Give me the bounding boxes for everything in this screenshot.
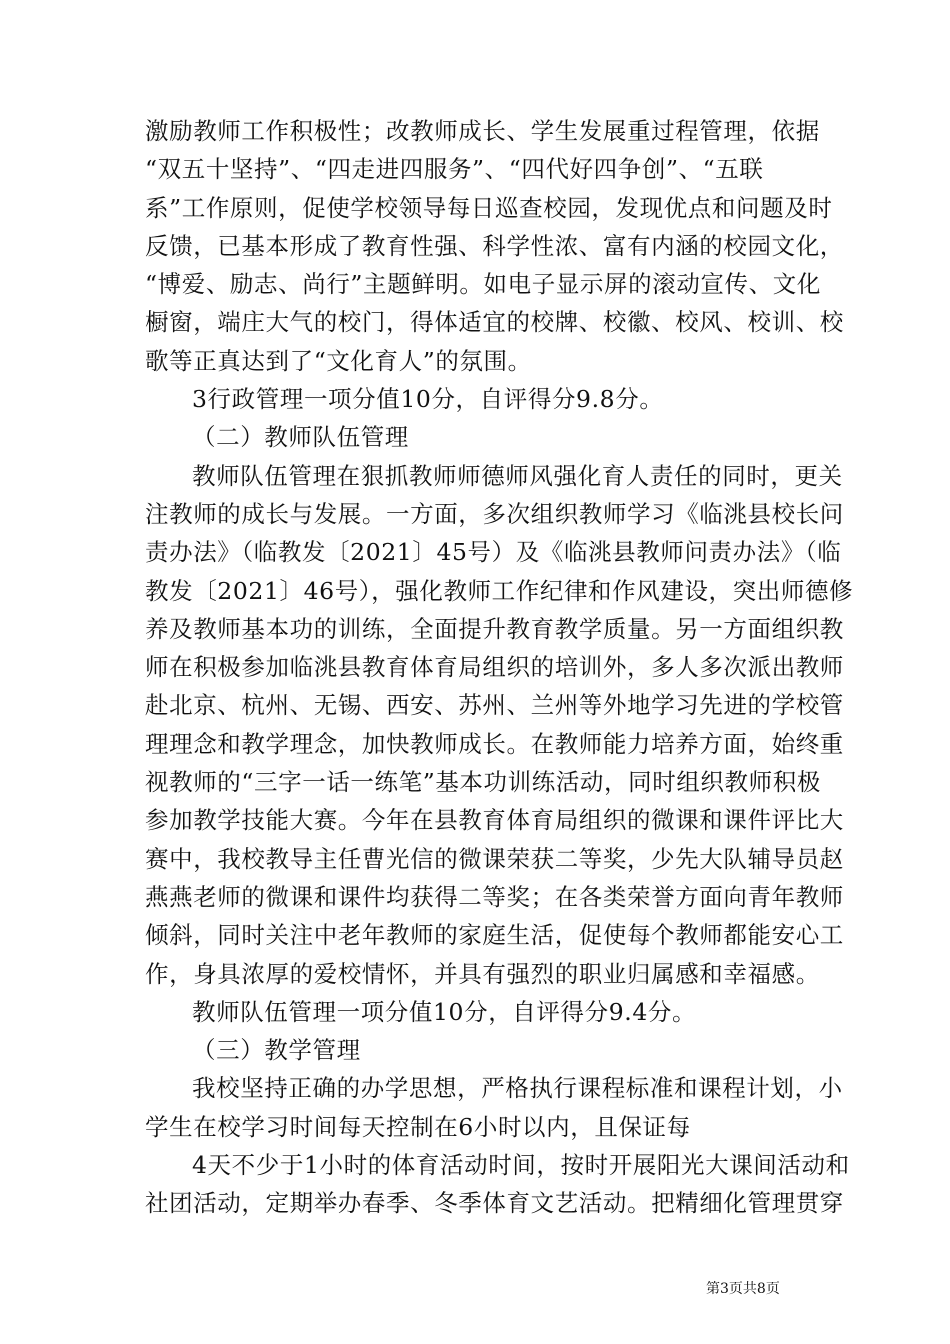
score-line: 教师队伍管理一项分值10分，自评得分9.4分。: [192, 997, 697, 1026]
text-line: 师在积极参加临洮县教育体育局组织的培训外，多人多次派出教师: [145, 653, 844, 682]
text-line: 学生在校学习时间每天控制在6小时以内，且保证每: [145, 1112, 691, 1141]
score-line: 3行政管理一项分值10分，自评得分9.8分。: [192, 385, 664, 414]
text-line: 燕燕老师的微课和课件均获得二等奖；在各类荣誉方面向青年教师: [145, 882, 844, 911]
text-line: 橱窗，端庄大气的校门，得体适宜的校牌、校徽、校风、校训、校: [145, 308, 844, 337]
text-line: 作，身具浓厚的爱校情怀，并具有强烈的职业归属感和幸福感。: [145, 959, 820, 988]
text-line: 教发〔2021〕46号），强化教师工作纪律和作风建设，突出师德修: [145, 576, 854, 605]
text-line: 注教师的成长与发展。一方面，多次组织教师学习《临洮县校长问: [145, 499, 844, 528]
text-line: 养及教师基本功的训练，全面提升教育教学质量。另一方面组织教: [145, 614, 844, 643]
text-line: 责办法》（临教发〔2021〕45号）及《临洮县教师问责办法》（临: [145, 538, 842, 567]
text-line: 社团活动，定期举办春季、冬季体育文艺活动。把精细化管理贯穿: [145, 1189, 844, 1218]
paragraph-start-line: 教师队伍管理在狠抓教师师德师风强化育人责任的同时，更关: [192, 461, 843, 490]
text-line: 倾斜，同时关注中老年教师的家庭生活，促使每个教师都能安心工: [145, 921, 844, 950]
text-line: 赴北京、杭州、无锡、西安、苏州、兰州等外地学习先进的学校管: [145, 691, 844, 720]
text-line: 视教师的“三字一话一练笔”基本功训练活动，同时组织教师积极: [145, 768, 821, 797]
text-line: “双五十坚持”、“四走进四服务”、“四代好四争创”、“五联: [145, 155, 764, 184]
section-heading: （二）教师队伍管理: [192, 423, 409, 452]
text-line: 激励教师工作积极性；改教师成长、学生发展重过程管理，依据: [145, 117, 820, 145]
text-line: “博爱、励志、尚行”主题鲜明。如电子显示屏的滚动宣传、文化: [145, 270, 821, 299]
paragraph-start-line: 4天不少于1小时的体育活动时间，按时开展阳光大课间活动和: [192, 1151, 850, 1180]
text-line: 系”工作原则，促使学校领导每日巡查校园，发现优点和问题及时: [145, 193, 833, 222]
section-heading: （三）教学管理: [192, 1036, 361, 1065]
text-line: 理理念和教学理念，加快教师成长。在教师能力培养方面，始终重: [145, 729, 844, 758]
text-line: 反馈，已基本形成了教育性强、科学性浓、富有内涵的校园文化，: [145, 231, 844, 260]
paragraph-start-line: 我校坚持正确的办学思想，严格执行课程标准和课程计划，小: [192, 1074, 843, 1103]
text-line: 歌等正真达到了“文化育人”的氛围。: [145, 346, 532, 375]
text-line: 参加教学技能大赛。今年在县教育体育局组织的微课和课件评比大: [145, 806, 844, 835]
document-body: [145, 112, 854, 1223]
page-number: 第3页共8页: [706, 1281, 780, 1297]
text-line: 赛中，我校教导主任曹光信的微课荣获二等奖，少先大队辅导员赵: [145, 844, 844, 873]
